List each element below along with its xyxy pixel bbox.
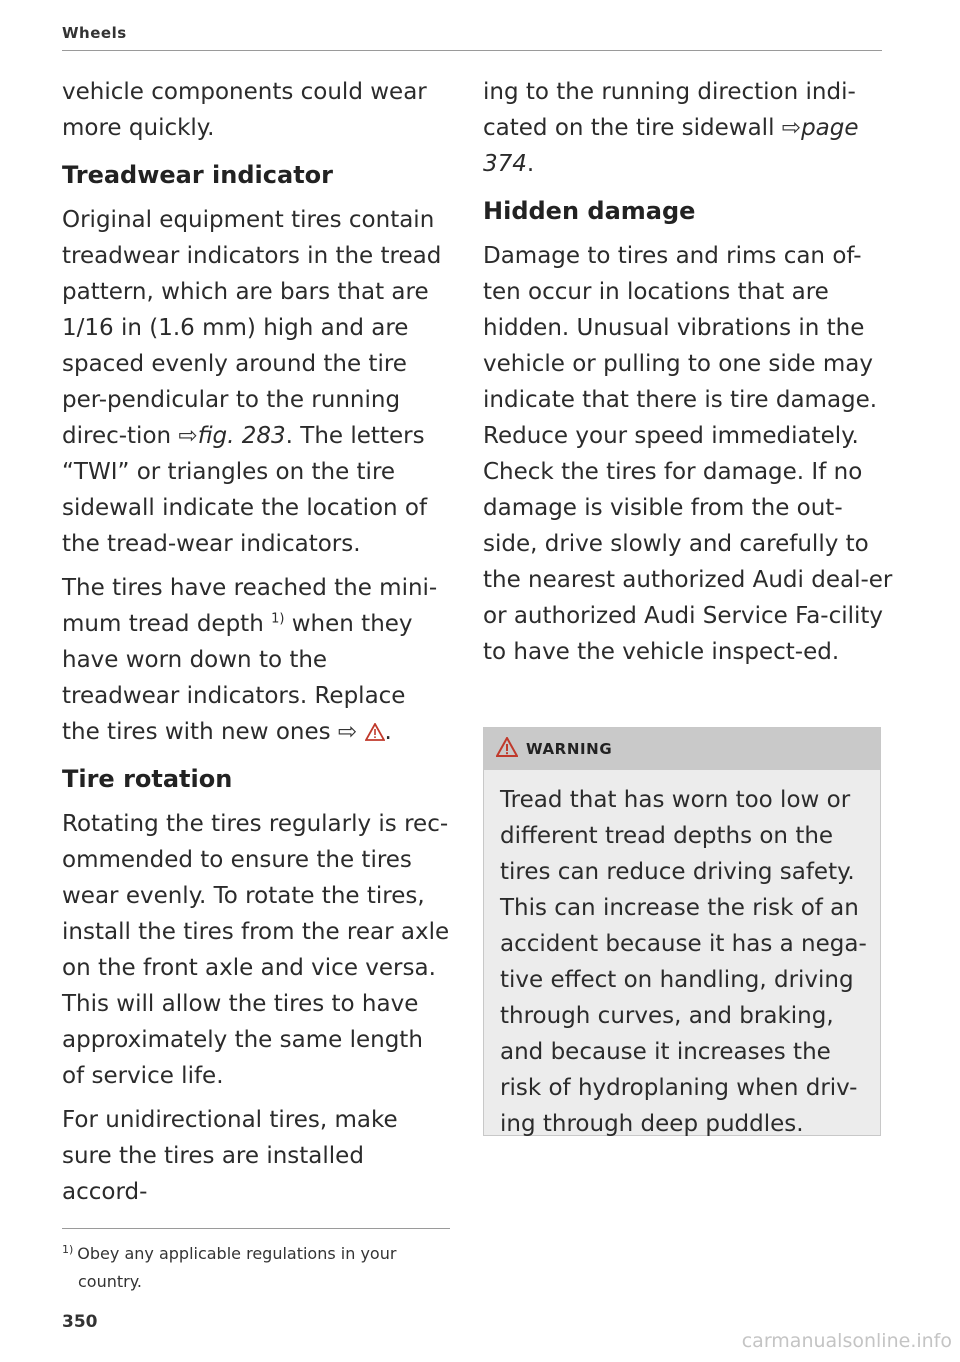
heading-hidden-damage: Hidden damage — [483, 197, 696, 225]
right-column — [483, 74, 893, 678]
rotation-paragraph: Rotating the tires regularly is rec-ommended to ensure the tires wear evenly. To rotate the tires, install the tires from the rear axle on the front axle and vice versa. This will allow the tires to have approximately the same length of service life. — [62, 811, 450, 1089]
arrow-right-icon: ⇨ — [781, 115, 802, 141]
watermark: carmanualsonline.info — [741, 1330, 952, 1352]
warning-triangle-icon[interactable] — [365, 719, 385, 745]
heading-tire-rotation: Tire rotation — [62, 765, 233, 793]
footnote-rule — [62, 1228, 450, 1229]
footnote-text-b: country. — [78, 1272, 142, 1291]
arrow-right-icon: ⇨ — [337, 719, 358, 745]
intro-paragraph: vehicle components could wear more quickly. — [62, 79, 427, 141]
left-column — [62, 74, 450, 1218]
fig-283-link[interactable]: fig. 283 — [197, 423, 286, 449]
period: . — [384, 719, 392, 745]
page-number: 350 — [62, 1312, 98, 1332]
header-rule — [62, 50, 882, 51]
continued-text: ing to the running direction indi-cated on the tire sidewall — [483, 79, 856, 141]
footnote-mark: 1) — [62, 1242, 74, 1256]
footnote — [62, 1240, 452, 1296]
unidirectional-continued — [483, 74, 893, 182]
footnote-text-a: Obey any applicable regulations in your — [77, 1244, 397, 1263]
period: . — [526, 151, 535, 177]
arrow-right-icon: ⇨ — [178, 423, 198, 449]
tread-depth-paragraph — [62, 570, 450, 750]
section-header: Wheels — [62, 24, 127, 42]
unidirectional-paragraph: For unidirectional tires, make sure the tires are installed accord- — [62, 1107, 398, 1205]
tread-depth-text-b: when they have worn down to the treadwear indicators. Replace the tires with new ones — [62, 611, 413, 745]
warning-text: Tread that has worn too low or different tread depths on the tires can reduce driving safety. This can increase the risk of an accident because it has a nega-tive effect on handling, driving through curves, and braking, and because it increases the risk of hydroplaning when driv-ing through deep puddles. — [500, 787, 867, 1137]
page-374-link[interactable]: page 374 — [483, 115, 859, 177]
treadwear-text-b: . The letters “TWI” or triangles on the tire sidewall indicate the location of the tread-wear indicators. — [62, 423, 428, 557]
treadwear-paragraph — [62, 202, 450, 562]
warning-header — [484, 728, 880, 770]
heading-treadwear-indicator: Treadwear indicator — [62, 161, 333, 189]
warning-box — [483, 727, 881, 1136]
warning-title: WARNING — [526, 740, 613, 758]
treadwear-text-a: Original equipment tires contain treadwear indicators in the tread pattern, which are bars that are 1/16 in (1.6 mm) high and are spaced evenly around the tire per-pendicular to the running direc-tion — [62, 207, 442, 449]
footnote-marker[interactable]: 1) — [271, 611, 285, 627]
tread-depth-text-a: The tires have reached the mini-mum tread depth — [62, 575, 438, 637]
warning-triangle-icon — [496, 737, 518, 761]
hidden-damage-paragraph: Damage to tires and rims can of-ten occur in locations that are hidden. Unusual vibrations in the vehicle or pulling to one side may indicate that there is tire damage. Reduce your speed immediately. Check the tires for damage. If no damage is visible from the out-side, drive slowly and carefully to the nearest authorized Audi deal-er or authorized Audi Service Fa-cility to have the vehicle inspect-ed. — [483, 243, 893, 665]
